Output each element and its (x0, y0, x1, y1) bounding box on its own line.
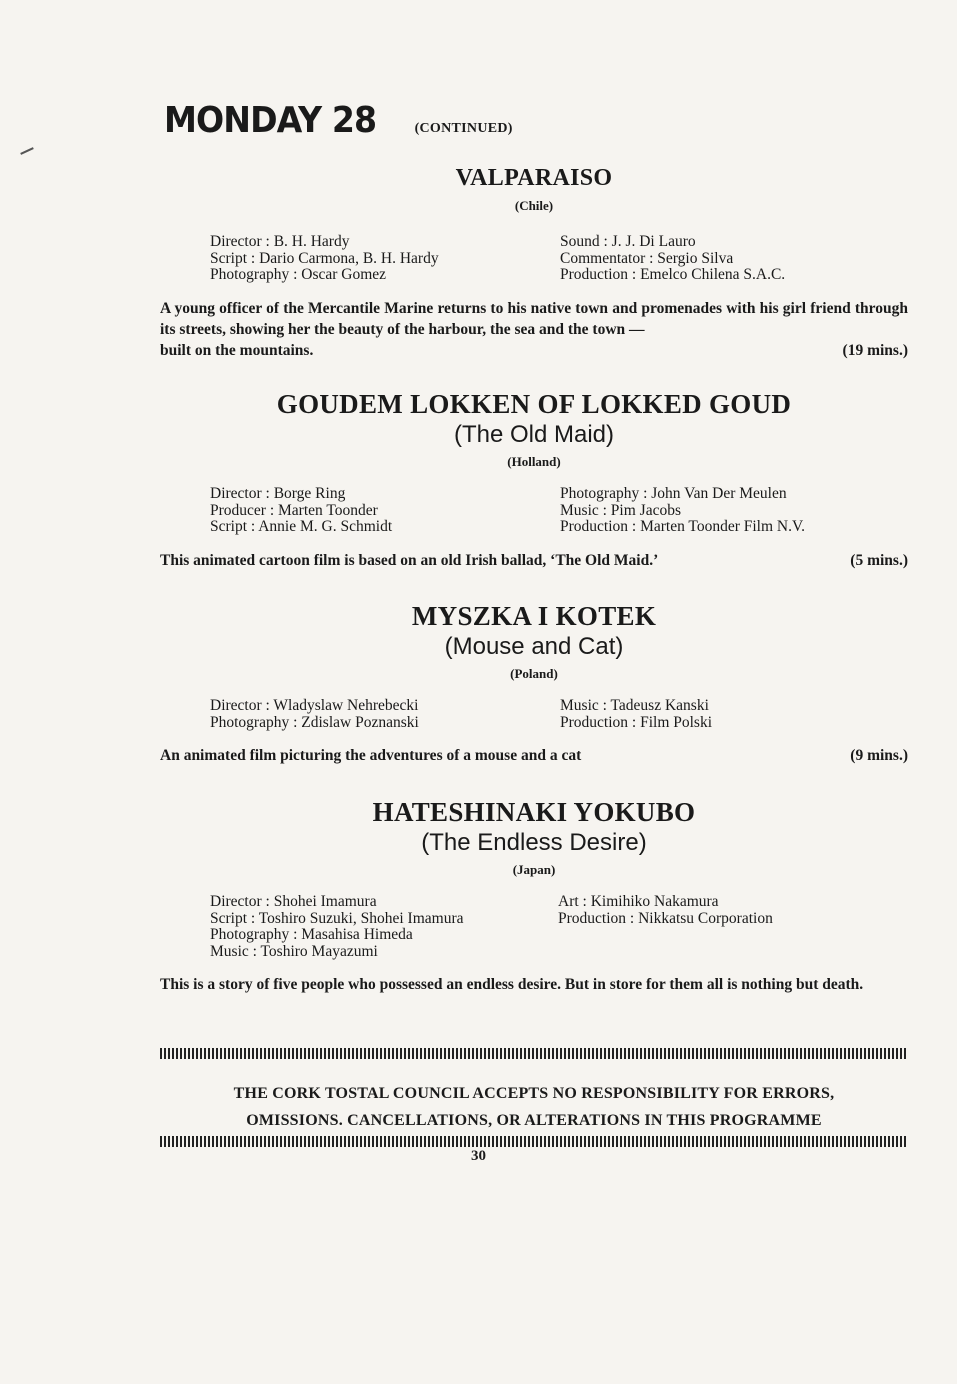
credit-line: Commentator : Sergio Silva (560, 249, 734, 267)
film-credits (210, 698, 908, 731)
credit-line: Music : Tadeusz Kanski (560, 697, 709, 714)
credit-line: Director : Borge Ring (210, 485, 346, 502)
film-duration: (9 mins.) (850, 747, 908, 764)
film-synopsis (160, 550, 908, 571)
synopsis-text: This animated cartoon film is based on an old Irish ballad, ‘The Old Maid.’ (160, 551, 659, 569)
credit-line: Production : Marten Toonder Film N.V. (560, 518, 806, 535)
page-number: 30 (471, 1148, 486, 1164)
credit-line: Producer : Marten Toonder (210, 501, 378, 519)
credit-line: Music : Pim Jacobs (560, 501, 681, 519)
decorative-rule-bottom (160, 1136, 908, 1147)
disclaimer-line: OMISSIONS. CANCELLATIONS, OR ALTERATIONS IN THIS PROGRAMME (246, 1112, 822, 1129)
credit-line: Photography : Masahisa Himeda (210, 926, 413, 943)
credit-line: Production : Film Polski (560, 713, 713, 731)
synopsis-text: A young officer of the Mercantile Marine returns to his native town and promenades with his girl friend through its streets, showing her the beauty of the harbour, the sea and the town — (160, 299, 908, 338)
film-synopsis (160, 745, 908, 766)
film-duration: (5 mins.) (850, 551, 908, 569)
credit-line: Production : Emelco Chilena S.A.C. (560, 266, 786, 283)
credit-line: Sound : J. J. Di Lauro (560, 233, 696, 250)
credit-line: Director : B. H. Hardy (210, 233, 350, 250)
film-english-title: (The Endless Desire) (421, 829, 647, 856)
film-title: HATESHINAKI YOKUBO (372, 797, 696, 827)
film-title: MYSZKA I KOTEK (411, 601, 657, 631)
day-title: MONDAY 28 (164, 100, 377, 141)
film-credits (210, 894, 908, 960)
credit-line: Photography : Zdislaw Poznanski (210, 713, 419, 731)
synopsis-text: built on the mountains. (160, 341, 314, 359)
credit-line: Script : Annie M. G. Schmidt (210, 518, 393, 535)
film-entry-hateshinaki-yokubo (160, 796, 908, 995)
credit-line: Director : Shohei Imamura (210, 893, 377, 910)
credit-line: Photography : John Van Der Meulen (560, 485, 787, 502)
decorative-rule-top (160, 1048, 908, 1059)
film-country: (Holland) (507, 454, 561, 469)
film-entry-myszka-i-kotek (160, 600, 908, 766)
film-credits (210, 486, 908, 536)
film-english-title: (The Old Maid) (453, 421, 615, 448)
film-entry-goudem-lokken (160, 388, 908, 571)
continued-label: (CONTINUED) (414, 121, 513, 136)
film-english-title: (Mouse and Cat) (444, 633, 624, 660)
film-country: (Japan) (512, 862, 556, 877)
film-duration: (19 mins.) (842, 341, 908, 359)
credit-line: Script : Toshiro Suzuki, Shohei Imamura (210, 909, 464, 927)
credit-line: Director : Wladyslaw Nehrebecki (210, 697, 419, 714)
film-country: (Chile) (514, 198, 554, 213)
margin-mark (20, 147, 34, 155)
synopsis-text: This is a story of five people who possessed an endless desire. But in store for them all is nothing but death. (160, 976, 864, 993)
credit-line: Music : Toshiro Mayazumi (210, 942, 378, 960)
day-heading (164, 100, 513, 141)
film-title: GOUDEM LOKKEN OF LOKKED GOUD (276, 389, 792, 419)
credit-line: Art : Kimihiko Nakamura (558, 893, 719, 910)
film-entry-valparaiso (160, 162, 908, 361)
synopsis-text: An animated film picturing the adventures of a mouse and a cat (160, 747, 582, 764)
film-title: VALPARAISO (455, 165, 613, 191)
disclaimer-line: THE CORK TOSTAL COUNCIL ACCEPTS NO RESPONSIBILITY FOR ERRORS, (233, 1085, 835, 1102)
credit-line: Production : Nikkatsu Corporation (558, 909, 773, 927)
credit-line: Script : Dario Carmona, B. H. Hardy (210, 249, 439, 267)
film-synopsis (160, 974, 908, 995)
disclaimer-notice (160, 1080, 908, 1134)
film-credits (210, 234, 908, 284)
film-synopsis (160, 298, 908, 361)
film-country: (Poland) (510, 666, 558, 681)
credit-line: Photography : Oscar Gomez (210, 266, 387, 283)
